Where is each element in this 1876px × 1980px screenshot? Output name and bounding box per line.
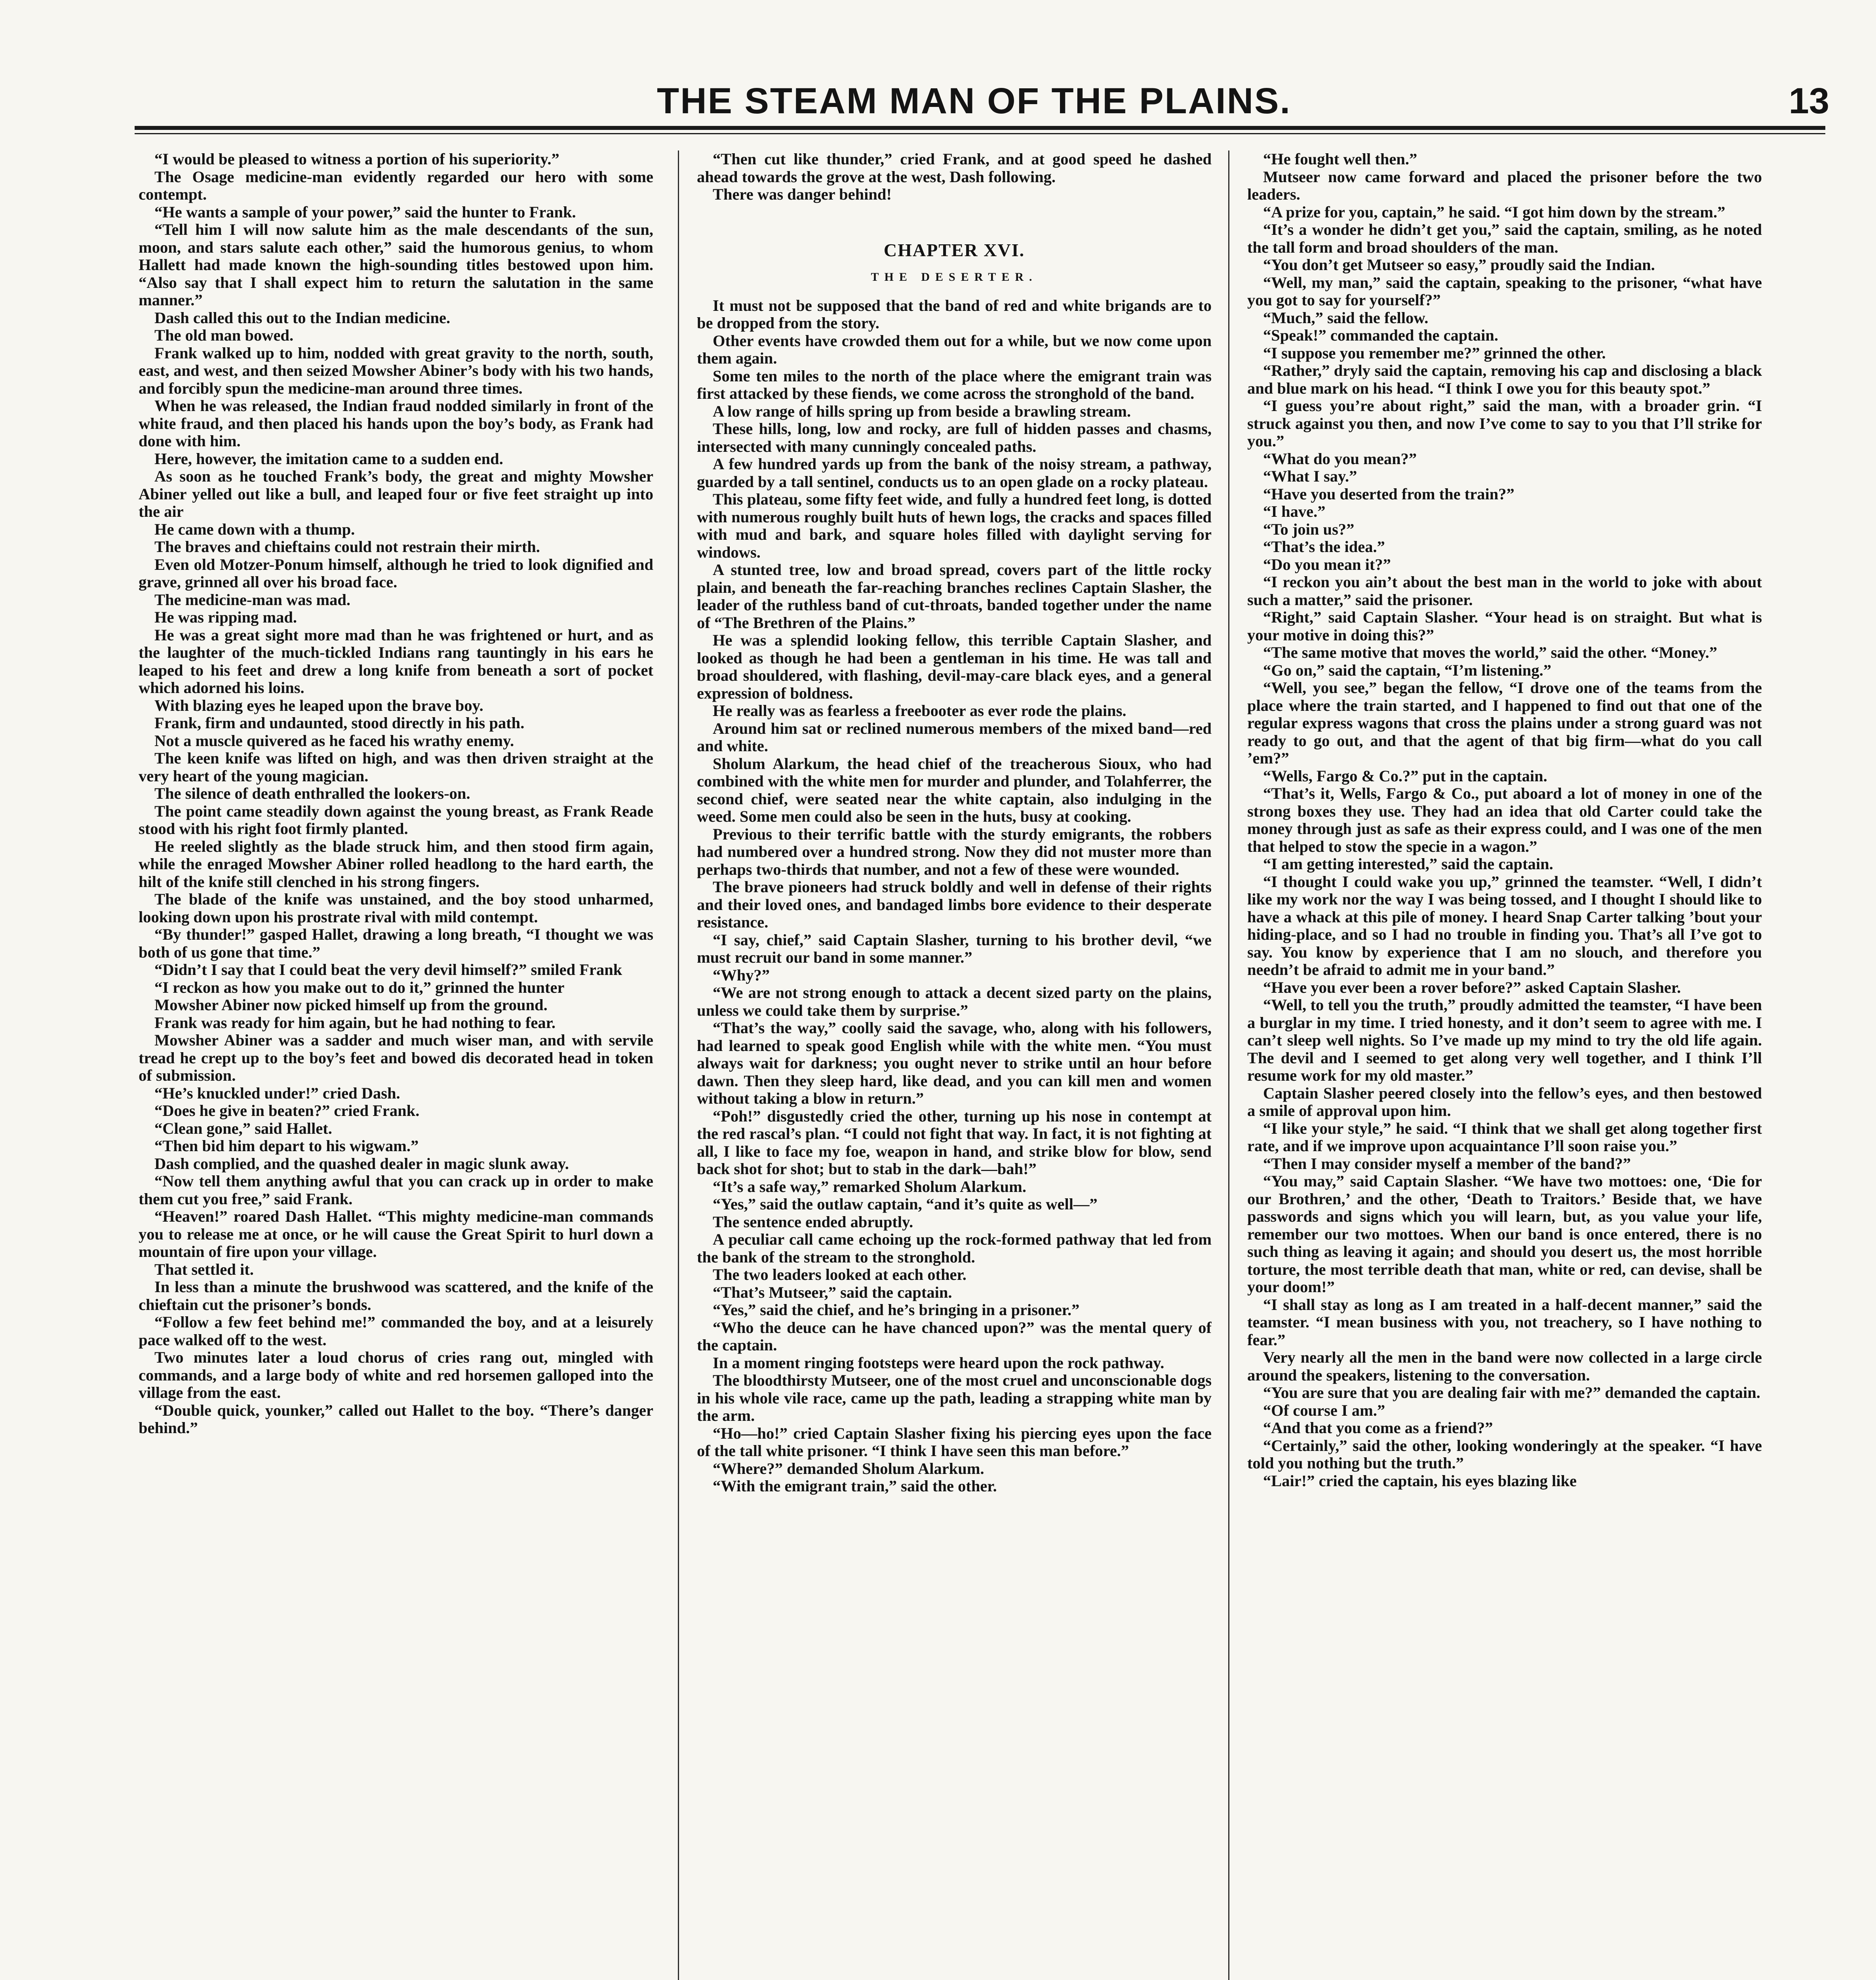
paragraph: “The same motive that moves the world,” said the other. “Money.” bbox=[1263, 644, 1718, 661]
paragraph: “Didn’t I say that I could beat the very devil himself?” smiled Frank bbox=[154, 961, 622, 979]
paragraph: “It’s a wonder he didn’t get you,” said the captain, smiling, as he noted the tall form and broad shoulders of the man. bbox=[1247, 221, 1762, 256]
chapter-title: CHAPTER XVI. bbox=[883, 240, 1025, 260]
paragraph: Captain Slasher peered closely into the fellow’s eyes, and then bestowed a smile of approval upon him. bbox=[1247, 1084, 1762, 1119]
paragraph: “Tell him I will now salute him as the male descendants of the sun, moon, and stars salute each other,” said the humorous genius, to whom Hallett had made known the high-sounding titles bestowed upon him. “Also say that I shall expect him to return the salutation in the same manner.” bbox=[139, 221, 653, 309]
paragraph: Previous to their terrific battle with the sturdy emigrants, the robbers had numbered over a hundred strong. Now they did not muster more than perhaps two-thirds that number, and not a few of these were wounded. bbox=[697, 825, 1212, 878]
paragraph: “I have.” bbox=[1263, 503, 1326, 520]
paragraph: The blade of the knife was unstained, and the boy stood unharmed, looking down upon his prostrate rival with mild contempt. bbox=[139, 890, 653, 926]
paragraph: Dash called this out to the Indian medicine. bbox=[154, 308, 451, 327]
paragraph: These hills, long, low and rocky, are full of hidden passes and chasms, intersected with many cunningly concealed paths. bbox=[697, 420, 1212, 455]
paragraph: “Double quick, younker,” called out Hallet to the boy. “There’s danger behind.” bbox=[139, 1401, 653, 1437]
paragraph: “I thought I could wake you up,” grinned the teamster. “Well, I didn’t like my work nor the way I was being tossed, and I thought I should like to have a whack at this pile of money. I heard Snap Carter talking ’bout your hiding-place, and so I had no trouble in finding you. That’s all I’ve got to say. You know by experience that I am no slouch, and therefore you needn’t be afraid to admit me in your band.” bbox=[1247, 872, 1762, 979]
paragraph: When he was released, the Indian fraud nodded similarly in front of the white fraud, and then placed his hands upon the boy’s body, as Frank had done with him. bbox=[139, 397, 653, 450]
paragraph: In less than a minute the brushwood was scattered, and the knife of the chieftain cut the prisoner’s bonds. bbox=[139, 1278, 653, 1314]
paragraph: The braves and chieftains could not restrain their mirth. bbox=[154, 538, 540, 556]
paragraph: He came down with a thump. bbox=[154, 520, 355, 538]
paragraph: “Ho—ho!” cried Captain Slasher fixing his piercing eyes upon the face of the tall white prisoner. “I think I have seen this man before.” bbox=[697, 1424, 1212, 1460]
paragraph: He reeled slightly as the blade struck him, and then stood firm again, while the enraged Mowsher Abiner rolled headlong to the hard earth, the hilt of the knife still clenched in his strong fingers. bbox=[139, 837, 653, 891]
paragraph: “I say, chief,” said Captain Slasher, turning to his brother devil, “we must recruit our band in some manner.” bbox=[697, 931, 1212, 966]
paragraph: “I guess you’re about right,” said the man, with a broader grin. “I struck against you then, and now I’ve come to say to you that I’ll strike for you.” bbox=[1247, 397, 1762, 450]
paragraph: “Clean gone,” said Hallet. bbox=[154, 1119, 332, 1137]
paragraph: “It’s a safe way,” remarked Sholum Alarkum. bbox=[713, 1177, 1027, 1196]
paragraph: “Yes,” said the chief, and he’s bringing in a prisoner.” bbox=[713, 1301, 1080, 1319]
paragraph: He was ripping mad. bbox=[154, 608, 297, 626]
column-1 bbox=[139, 150, 653, 1980]
paragraph: “Well, my man,” said the captain, speaking to the prisoner, “what have you got to say for yourself?” bbox=[1247, 273, 1762, 309]
paragraph: “Do you mean it?” bbox=[1263, 555, 1391, 573]
paragraph: “Have you ever been a rover before?” asked Captain Slasher. bbox=[1263, 978, 1681, 996]
paragraph: A peculiar call came echoing up the rock-formed pathway that led from the bank of the stream to the stronghold. bbox=[697, 1230, 1212, 1266]
paragraph: “Heaven!” roared Dash Hallet. “This mighty medicine-man commands you to release me at once, or he will cause the Great Spirit to hurl down a mountain of fire upon your village. bbox=[139, 1207, 653, 1260]
paragraph: “I reckon you ain’t about the best man in the world to joke with about such a matter,” said the prisoner. bbox=[1247, 573, 1762, 609]
paragraph: Very nearly all the men in the band were now collected in a large circle around the speakers, listening to the conversation. bbox=[1247, 1348, 1762, 1384]
paragraph: The keen knife was lifted on high, and was then driven straight at the very heart of the young magician. bbox=[139, 749, 653, 785]
paragraph: “You are sure that you are dealing fair with me?” demanded the captain. bbox=[1263, 1384, 1760, 1401]
paragraph: “Right,” said Captain Slasher. “Your head is on straight. But what is your motive in doing this?” bbox=[1247, 608, 1762, 644]
paragraph: “That’s it, Wells, Fargo & Co., put aboard a lot of money in one of the strong boxes they use. They had an idea that old Carter could take the money through just as safe as their express could, and I was one of the men that helped to stow the specie in a wagon.” bbox=[1247, 784, 1762, 855]
paragraph: He was a great sight more mad than he was frightened or hurt, and as the laughter of the much-tickled Indians rang tauntingly in his ears he leaped to his feet and drew a long knife from beneath a sort of pocket which adorned his loins. bbox=[139, 626, 653, 697]
running-title: THE STEAM MAN OF THE PLAINS. bbox=[657, 81, 1291, 121]
paragraph: That settled it. bbox=[154, 1260, 254, 1278]
paragraph: Sholum Alarkum, the head chief of the treacherous Sioux, who had combined with the white men for murder and plunder, and Tolahferrer, the second chief, were seated near the white captain, also indulging in the weed. Some men could also be seen in the huts, busy at cooking. bbox=[697, 754, 1212, 825]
paragraph: The two leaders looked at each other. bbox=[713, 1266, 967, 1283]
paragraph: Mowsher Abiner was a sadder and much wiser man, and with servile tread he crept up to the boy’s feet and bowed dis decorated head in token of submission. bbox=[139, 1031, 653, 1084]
page-number: 13 bbox=[1788, 81, 1829, 121]
paragraph: “I suppose you remember me?” grinned the other. bbox=[1263, 344, 1606, 362]
paragraph: A low range of hills spring up from beside a brawling stream. bbox=[713, 402, 1131, 420]
paragraph: Even old Motzer-Ponum himself, although he tried to look dignified and grave, grinned all over his broad face. bbox=[139, 555, 653, 591]
paragraph: The sentence ended abruptly. bbox=[713, 1213, 913, 1231]
paragraph: A stunted tree, low and broad spread, covers part of the little rocky plain, and beneath the far-reaching branches reclines Captain Slasher, the leader of the ruthless band of cut-throats, banded together under the name of “The Brethren of the Plains.” bbox=[697, 561, 1212, 632]
paragraph: “Have you deserted from the train?” bbox=[1263, 485, 1514, 503]
paragraph: Dash complied, and the quashed dealer in magic slunk away. bbox=[154, 1154, 569, 1173]
paragraph: “What do you mean?” bbox=[1263, 449, 1417, 468]
paragraph: “Lair!” cried the captain, his eyes blazing like bbox=[1263, 1472, 1577, 1490]
paragraph: “Who the deuce can he have chanced upon?” was the mental query of the captain. bbox=[697, 1318, 1212, 1354]
paragraph: “Well, you see,” began the fellow, “I drove one of the teams from the place where the train started, and I happened to find out that one of the regular express wagons that cross the plains under a strong guard was not ready to go out, and that the agent of that big firm—what do you call ’em?” bbox=[1247, 679, 1762, 767]
paragraph: There was danger behind! bbox=[713, 185, 892, 203]
column-3 bbox=[1247, 150, 1762, 1980]
paragraph: Mutseer now came forward and placed the prisoner before the two leaders. bbox=[1247, 168, 1762, 203]
paragraph: “Follow a few feet behind me!” commanded the boy, and at a leisurely pace walked off to the west. bbox=[139, 1313, 653, 1349]
column-2 bbox=[697, 150, 1212, 1980]
paragraph: “What I say.” bbox=[1263, 467, 1357, 485]
paragraph: “I reckon as how you make out to do it,” grinned the hunter bbox=[154, 978, 565, 996]
paragraph: With blazing eyes he leaped upon the brave boy. bbox=[154, 696, 483, 714]
header-rule-thin bbox=[135, 133, 1825, 134]
paragraph: “Wells, Fargo & Co.?” put in the captain. bbox=[1263, 767, 1547, 785]
paragraph: “I am getting interested,” said the captain. bbox=[1263, 855, 1553, 873]
paragraph: Around him sat or reclined numerous members of the mixed band—red and white. bbox=[697, 719, 1212, 755]
page-header bbox=[119, 79, 1829, 123]
paragraph: Not a muscle quivered as he faced his wrathy enemy. bbox=[154, 731, 514, 750]
paragraph: Frank, firm and undaunted, stood directly in his path. bbox=[154, 714, 525, 732]
paragraph: “Where?” demanded Sholum Alarkum. bbox=[713, 1459, 984, 1477]
paragraph: Mowsher Abiner now picked himself up from the ground. bbox=[154, 996, 548, 1014]
paragraph: “Why?” bbox=[713, 966, 770, 984]
paragraph: “He fought well then.” bbox=[1263, 150, 1417, 168]
paragraph: “That’s the idea.” bbox=[1263, 538, 1385, 556]
paragraph: “That’s Mutseer,” said the captain. bbox=[713, 1283, 952, 1301]
paragraph: “To join us?” bbox=[1263, 520, 1355, 538]
paragraph: The point came steadily down against the young breast, as Frank Reade stood with his right foot firmly planted. bbox=[139, 802, 653, 838]
paragraph: In a moment ringing footsteps were heard upon the rock pathway. bbox=[713, 1354, 1164, 1372]
paragraph: “Then bid him depart to his wigwam.” bbox=[154, 1137, 419, 1155]
paragraph: Some ten miles to the north of the place where the emigrant train was first attacked by these fiends, we come across the stronghold of the band. bbox=[697, 367, 1212, 402]
paragraph: “Then I may consider myself a member of the band?” bbox=[1263, 1154, 1631, 1173]
paragraph: “Much,” said the fellow. bbox=[1263, 308, 1429, 327]
paragraph: The medicine-man was mad. bbox=[154, 590, 350, 609]
paragraph: He was a splendid looking fellow, this terrible Captain Slasher, and looked as though he had been a gentleman in his time. He was tall and broad shouldered, with flashing, devil-may-care black eyes, and a general expression of boldness. bbox=[697, 631, 1212, 702]
paragraph: This plateau, some fifty feet wide, and fully a hundred feet long, is dotted with numerous roughly built huts of hewn logs, the cracks and spaces filled with mud and bark, and square holes filled with daylight serving for windows. bbox=[697, 490, 1212, 561]
paragraph: “He’s knuckled under!” cried Dash. bbox=[154, 1084, 400, 1102]
paragraph: He really was as fearless a freebooter as ever rode the plains. bbox=[713, 702, 1126, 720]
paragraph: “A prize for you, captain,” he said. “I got him down by the stream.” bbox=[1263, 203, 1726, 221]
paragraph: “Then cut like thunder,” cried Frank, and at good speed he dashed ahead towards the grove at the west, Dash following. bbox=[697, 150, 1212, 186]
paragraph: “Go on,” said the captain, “I’m listening.” bbox=[1263, 661, 1551, 679]
paragraph: The old man bowed. bbox=[154, 326, 294, 344]
paragraph: “Well, to tell you the truth,” proudly admitted the teamster, “I have been a burglar in my time. I tried honesty, and it don’t seem to agree with me. I can’t sleep well nights. So I’ve made up my mind to try the old life again. The devil and I seemed to get along very well together, and I think I’ll resume work for my old master.” bbox=[1247, 996, 1762, 1084]
paragraph: Other events have crowded them out for a while, but we now come upon them again. bbox=[697, 331, 1212, 367]
paragraph: “Speak!” commanded the captain. bbox=[1263, 326, 1499, 344]
header-rule-thick bbox=[135, 126, 1825, 130]
paragraph: The brave pioneers had struck boldly and well in defense of their rights and their loved ones, and bandaged limbs bore evidence to their desperate resistance. bbox=[697, 878, 1212, 931]
column-divider bbox=[678, 150, 679, 1980]
paragraph: “I shall stay as long as I am treated in a half-decent manner,” said the teamster. “I mean business with you, not treachery, so I have nothing to fear.” bbox=[1247, 1295, 1762, 1349]
column-divider bbox=[1228, 150, 1229, 1980]
paragraph: It must not be supposed that the band of red and white brigands are to be dropped from the story. bbox=[697, 296, 1212, 332]
paragraph: “Now tell them anything awful that you can crack up in order to make them cut you free,” said Frank. bbox=[139, 1172, 653, 1208]
paragraph: Two minutes later a loud chorus of cries rang out, mingled with commands, and a large body of white and red horsemen galloped into the village from the east. bbox=[139, 1348, 653, 1401]
paragraph: A few hundred yards up from the bank of the noisy stream, a pathway, guarded by a tall sentinel, conducts us to an open glade on a rocky plateau. bbox=[697, 455, 1212, 491]
paragraph: “Rather,” dryly said the captain, removing his cap and disclosing a black and blue mark on his head. “I think I owe you for this beauty spot.” bbox=[1247, 362, 1762, 397]
paragraph: “He wants a sample of your power,” said the hunter to Frank. bbox=[154, 203, 576, 221]
paragraph: Frank was ready for him again, but he had nothing to fear. bbox=[154, 1013, 556, 1032]
paragraph: “I like your style,” he said. “I think that we shall get along together first rate, and if we improve upon acquaintance I’ll soon raise you.” bbox=[1247, 1119, 1762, 1155]
paragraph: Here, however, the imitation came to a sudden end. bbox=[154, 449, 503, 468]
paragraph: The bloodthirsty Mutseer, one of the most cruel and unconscionable dogs in his whole vile race, came up the path, leading a strapping white man by the arm. bbox=[697, 1371, 1212, 1424]
paragraph: The Osage medicine-man evidently regarded our hero with some contempt. bbox=[139, 168, 653, 203]
paragraph: “You don’t get Mutseer so easy,” proudly said the Indian. bbox=[1263, 256, 1655, 274]
paragraph: “Does he give in beaten?” cried Frank. bbox=[154, 1102, 420, 1119]
paragraph: “We are not strong enough to attack a decent sized party on the plains, unless we could take them by surprise.” bbox=[697, 984, 1212, 1019]
paragraph: “Certainly,” said the other, looking wonderingly at the speaker. “I have told you nothing but the truth.” bbox=[1247, 1436, 1762, 1472]
paragraph: The silence of death enthralled the lookers-on. bbox=[154, 784, 470, 802]
paragraph: “That’s the way,” coolly said the savage, who, along with his followers, had learned to speak good English while with the white men. “You must always wait for darkness; you ought never to strike until an hour before dawn. Then they sleep hard, like dead, and you can kill men and women without taking a blow in return.” bbox=[697, 1019, 1212, 1107]
paragraph: “Yes,” said the outlaw captain, “and it’s quite as well—” bbox=[713, 1195, 1098, 1213]
paragraph: “I would be pleased to witness a portion of his superiority.” bbox=[154, 150, 559, 168]
chapter-subtitle: THE DESERTER. bbox=[871, 270, 1038, 284]
paragraph: As soon as he touched Frank’s body, the great and mighty Mowsher Abiner yelled out like a bull, and leaped four or five feet straight up into the air bbox=[139, 467, 653, 520]
paragraph: “With the emigrant train,” said the other. bbox=[713, 1477, 997, 1495]
paragraph: “Of course I am.” bbox=[1263, 1401, 1385, 1419]
paragraph: “Poh!” disgustedly cried the other, turning up his nose in contempt at the red rascal’s plan. “I could not fight that way. In fact, it is not fighting at all, I like to face my foe, weapon in hand, and strike blow for blow, send back shot for shot; but to stab in the dark—bah!” bbox=[697, 1107, 1212, 1178]
paragraph: Frank walked up to him, nodded with great gravity to the north, south, east, and west, and then seized Mowsher Abiner’s body with his two hands, and forcibly spun the medicine-man around three times. bbox=[139, 344, 653, 397]
paragraph: “And that you come as a friend?” bbox=[1263, 1419, 1493, 1437]
paragraph: “You may,” said Captain Slasher. “We have two mottoes: one, ‘Die for our Brothren,’ and the other, ‘Death to Traitors.’ Beside that, we have passwords and signs which you will learn, but, as you value your life, remember our two mottoes. When our band is once entered, there is no such thing as leaving it again; and should you desert us, the most horrible torture, the most terrible death that man, white or red, can devise, shall be your doom!” bbox=[1247, 1172, 1762, 1296]
paragraph: “By thunder!” gasped Hallet, drawing a long breath, “I thought we was both of us gone that time.” bbox=[139, 925, 653, 961]
